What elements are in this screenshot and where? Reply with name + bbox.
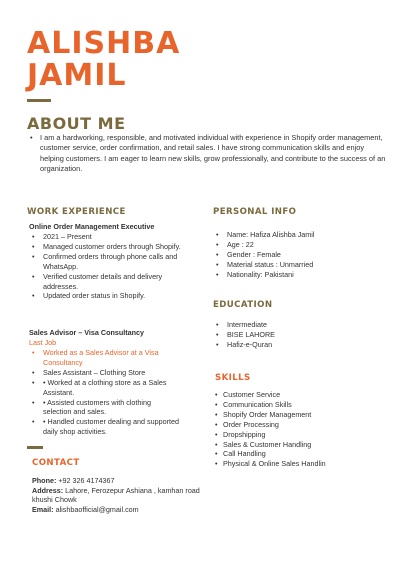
list-item: • Updated order status in Shopify. — [29, 291, 199, 301]
list-item: • Confirmed orders through phone calls and WhatsApp. — [29, 252, 199, 272]
resume-name — [27, 28, 180, 92]
education-list — [213, 320, 383, 350]
contact-title: CONTACT — [32, 458, 80, 468]
address-value: Lahore, Ferozepur Ashiana , kamhan road khushi Chowk — [32, 485, 200, 505]
last-name: JAMIL — [27, 58, 127, 93]
personal-info-list — [213, 230, 383, 280]
list-item: • Name: Hafiza Alishba Jamil — [213, 230, 383, 240]
list-item: • Age : 22 — [213, 240, 383, 250]
list-item: • Material status : Unmarried — [213, 260, 383, 270]
job-2-list — [29, 348, 179, 437]
list-item: • Physical & Online Sales Handlin — [215, 459, 385, 469]
contact-details — [32, 476, 212, 514]
address-label: Address: — [32, 485, 64, 495]
list-item: • 2021 – Present — [29, 232, 199, 242]
skills-list — [215, 390, 385, 469]
job-subtitle: Last Job — [29, 338, 57, 347]
list-item: • Gender : Female — [213, 250, 383, 260]
about-text: • I am a hardworking, responsible, and motivated individual with experience in Shopify order management, customer service, order confirmation, and retail sales. I have strong communication skills and enjoy helping customers. I am eager to learn new skills, grow professionally, and contribute to the success of an organization. — [30, 133, 388, 175]
contact-address — [32, 486, 212, 505]
list-item: • • Worked at a clothing store as a Sales Assistant. — [29, 378, 179, 398]
list-item: • Sales Assistant – Clothing Store — [29, 368, 179, 378]
job-title-2: Sales Advisor – Visa Consultancy — [29, 328, 145, 337]
email-label: Email: — [32, 504, 54, 514]
skills-title: SKILLS — [215, 373, 251, 383]
list-item: • Worked as a Sales Advisor at a Visa Consultancy — [29, 348, 179, 368]
work-experience-title: WORK EXPERIENCE — [27, 207, 126, 217]
list-item: • Verified customer details and delivery addresses. — [29, 272, 199, 292]
about-title: ABOUT ME — [27, 114, 126, 133]
job-1-list — [29, 232, 199, 301]
phone-value: +92 326 4174367 — [58, 476, 115, 485]
list-item: • Nationality: Pakistani — [213, 270, 383, 280]
list-item: • Intermediate — [213, 320, 383, 330]
contact-email — [32, 505, 212, 515]
phone-label: Phone: — [32, 476, 57, 485]
email-value: alishbaofficial@gmail.com — [55, 504, 139, 514]
first-name: ALISHBA — [27, 26, 181, 61]
list-item: • Communication Skills — [215, 400, 385, 410]
list-item: • Dropshipping — [215, 430, 385, 440]
list-item: • • Handled customer dealing and supported daily shop activities. — [29, 417, 179, 437]
list-item: • Managed customer orders through Shopify. — [29, 242, 199, 252]
list-item: • • Assisted customers with clothing selection and sales. — [29, 398, 179, 418]
list-item: • Customer Service — [215, 390, 385, 400]
list-item: • BISE LAHORE — [213, 330, 383, 340]
list-item: • Call Handling — [215, 449, 385, 459]
contact-divider — [27, 446, 43, 449]
list-item: • Shopify Order Management — [215, 410, 385, 420]
job-title-1: Online Order Management Executive — [29, 222, 155, 231]
list-item: • Sales & Customer Handling — [215, 440, 385, 450]
list-item: • Hafiz-e-Quran — [213, 340, 383, 350]
education-title: EDUCATION — [213, 300, 273, 310]
name-divider — [27, 99, 51, 102]
contact-phone — [32, 476, 212, 486]
personal-info-title: PERSONAL INFO — [213, 207, 297, 217]
list-item: • Order Processing — [215, 420, 385, 430]
